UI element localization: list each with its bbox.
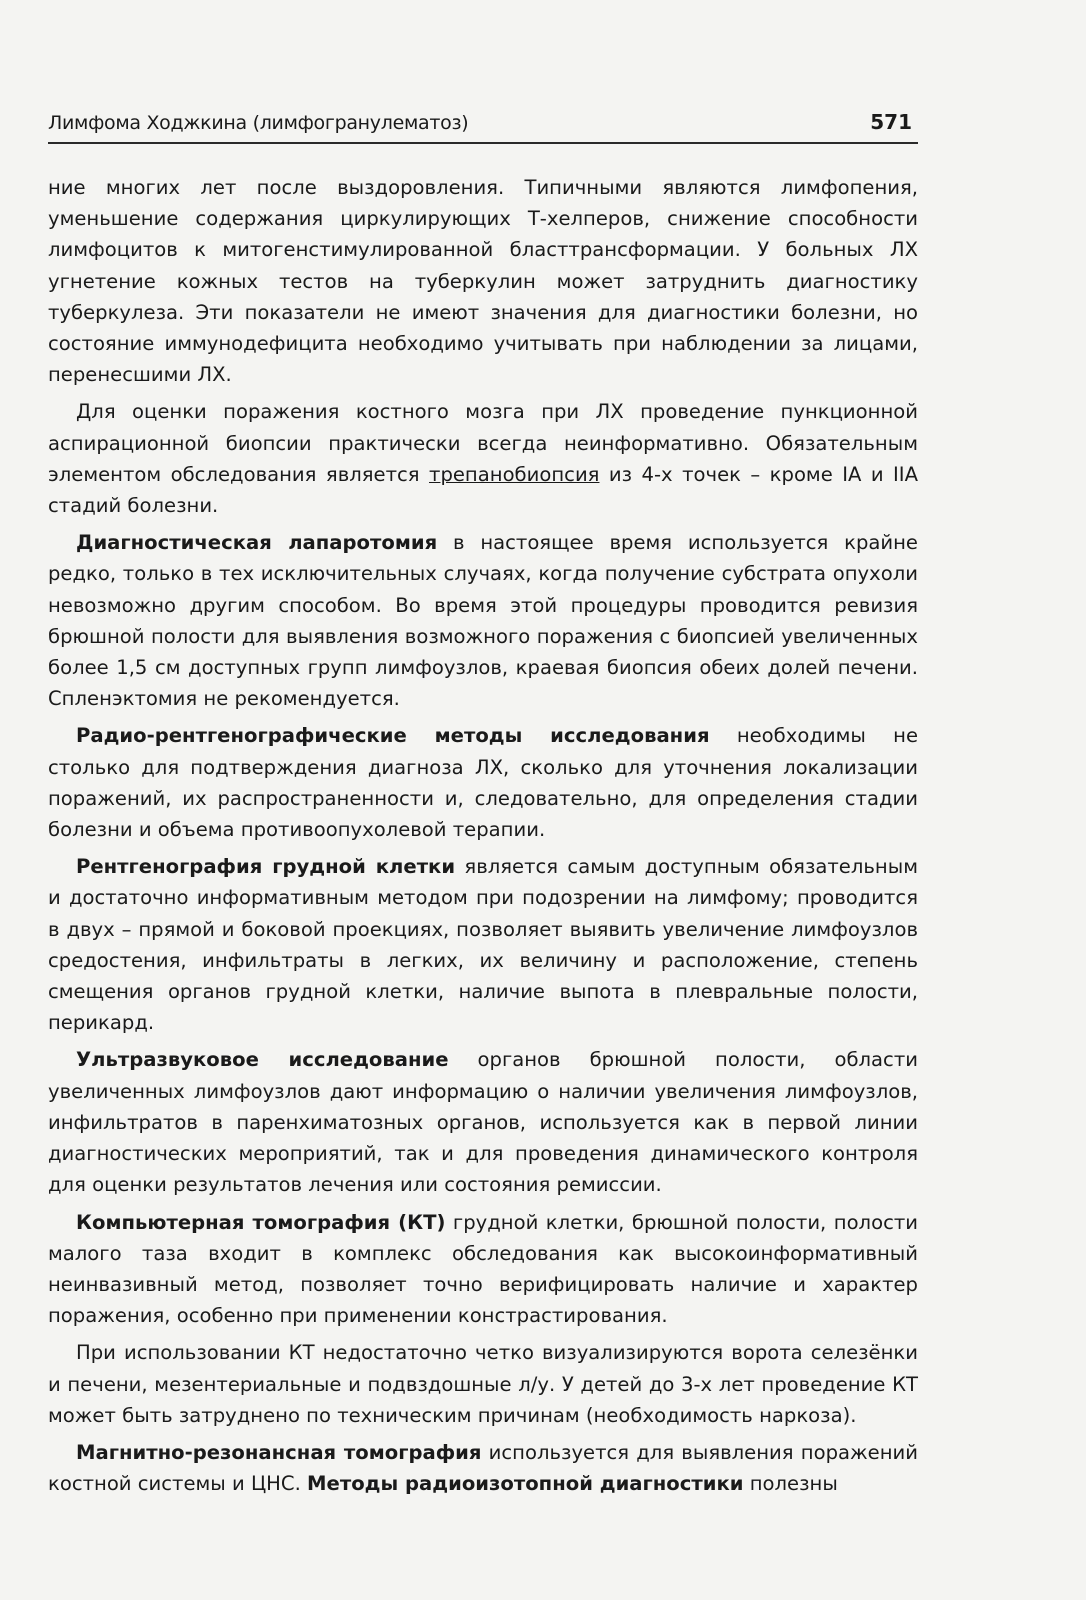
- paragraph: [48, 396, 918, 521]
- paragraph-text: используется для выявления поражений костной системы и ЦНС.: [48, 1440, 918, 1496]
- paragraph: [48, 1437, 918, 1499]
- running-header: [48, 98, 918, 144]
- bold-term: Ультразвуковое исследование: [76, 1048, 449, 1072]
- paragraph-text: При использовании КТ недостаточно четко визуализируются ворота селезёнки и печени, мезентериальные и подвздошные л/у. У детей до 3-х лет проведение КТ может быть затруднено по техническим причинам (необходимость наркоза).: [48, 1341, 918, 1427]
- paragraph-text: является самым доступным обязательным и достаточно информативным методом при подозрении на лимфому; проводится в двух – прямой и боковой проекциях, позволяет выявить увеличение лимфоузлов средостения, инфильтраты в легких, их величину и расположение, степень смещения органов грудной клетки, наличие выпота в плевральные полости, перикард.: [48, 855, 918, 1035]
- bold-term: Методы радиоизотопной диагностики: [307, 1472, 744, 1496]
- body-text: [48, 172, 918, 1505]
- paragraph-text: в настоящее время используется крайне редко, только в тех исключительных случаях, когда получение субстрата опухоли невозможно другим способом. Во время этой процедуры проводится ревизия брюшной полости для выявления возможного поражения с биопсией увеличенных более 1,5 см доступных групп лимфоузлов, краевая биопсия обеих долей печени. Спленэктомия не рекомендуется.: [48, 531, 918, 711]
- bold-term: Магнитно-резонансная томография: [76, 1440, 482, 1464]
- underlined-term: трепанобиопсия: [429, 462, 600, 486]
- page-number: 571: [870, 110, 912, 134]
- paragraph-text: ние многих лет после выздоровления. Типичными являются лимфопения, уменьшение содержания циркулирующих Т-хелперов, снижение способности лимфоцитов к митогенстимулированной бласттрансформации. У больных ЛХ угнетение кожных тестов на туберкулин может затруднить диагностику туберкулеза. Эти показатели не имеют значения для диагностики болезни, но состояние иммунодефицита необходимо учитывать при наблюдении за лицами, перенесшими ЛХ.: [48, 176, 918, 387]
- paragraph-text: Для оценки поражения костного мозга при ЛХ проведение пункционной аспирационной биопсии практически всегда неинформативно. Обязательным элементом обследования является: [48, 400, 918, 486]
- paragraph-text: из 4-х точек – кроме IA и IIA стадий болезни.: [48, 462, 918, 518]
- paragraph: [48, 1207, 918, 1332]
- bold-term: Диагностическая лапаротомия: [76, 531, 438, 555]
- paragraph: [48, 851, 918, 1038]
- running-header-title: Лимфома Ходжкина (лимфогранулематоз): [48, 112, 469, 134]
- paragraph-text: полезны: [743, 1472, 838, 1496]
- paragraph: [48, 1044, 918, 1200]
- paragraph: [48, 1337, 918, 1431]
- paragraph-text: необходимы не столько для подтверждения диагноза ЛХ, сколько для уточнения локализации поражений, их распространенности и, следовательно, для определения стадии болезни и объема противоопухолевой терапии.: [48, 724, 919, 842]
- paragraph-text: органов брюшной полости, области увеличенных лимфоузлов дают информацию о наличии увеличения лимфоузлов, инфильтратов в паренхиматозных органов, используется как в первой линии диагностических мероприятий, так и для проведения динамического контроля для оценки результатов лечения или состояния ремиссии.: [48, 1048, 918, 1197]
- paragraph-text: грудной клетки, брюшной полости, полости малого таза входит в комплекс обследования как высокоинформативный неинвазивный метод, позволяет точно верифицировать наличие и характер поражения, особенно при применении констрастирования.: [48, 1210, 918, 1328]
- paragraph: [48, 172, 918, 390]
- bold-term: Радио-рентгенографические методы исследования: [76, 724, 710, 748]
- bold-term: Компьютерная томография (КТ): [76, 1210, 446, 1234]
- paragraph: [48, 720, 918, 845]
- paragraph: [48, 527, 918, 714]
- bold-term: Рентгенография грудной клетки: [76, 855, 456, 879]
